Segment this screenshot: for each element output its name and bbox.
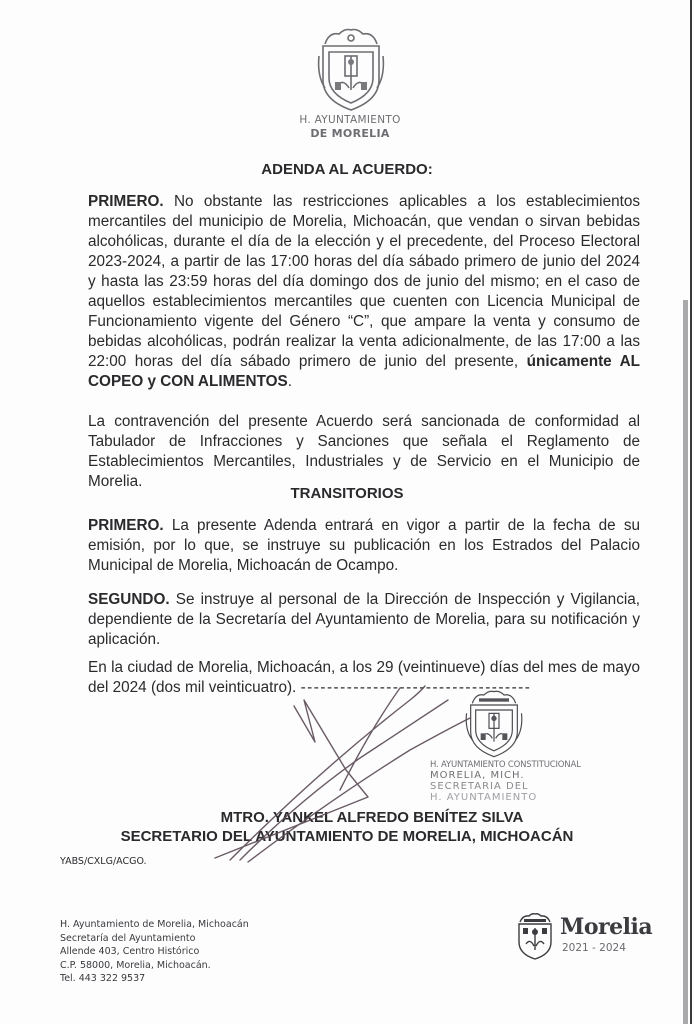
paragraph-lead: PRIMERO.: [88, 193, 164, 210]
brand-years: 2021 - 2024: [562, 942, 626, 954]
stamp-line-2: MORELIA, MICH.: [430, 770, 525, 781]
closing-text: En la ciudad de Morelia, Michoacán, a los 29 (veintinueve) días del mes de mayo del 2024 (dos mil veinticuatro).: [88, 659, 640, 696]
official-seal-icon: [462, 690, 526, 760]
paragraph-bold-text: únicamente AL COPEO y CON ALIMENTOS: [88, 353, 640, 390]
closing-paragraph: [88, 658, 640, 698]
signer-name: MTRO. YANKEL ALFREDO BENÍTEZ SILVA: [220, 809, 524, 826]
page-edge-border: [690, 0, 692, 1024]
transitorio-primero: [88, 516, 640, 576]
stamp-line-3: SECRETARIA DEL: [430, 781, 529, 792]
paragraph-contravencion: La contravención del presente Acuerdo será sancionada de conformidad al Tabulador de Infracciones y Sanciones que señala el Reglamento de Establecimientos Mercantiles, Industriales y de Servicio en el Municipio de Morelia.: [88, 413, 640, 490]
footer-address: [60, 918, 249, 986]
address-line: Secretaría del Ayuntamiento: [60, 932, 196, 944]
paragraph-text: Se instruye al personal de la Dirección de Inspección y Vigilancia, dependiente de la Secretaría del Ayuntamiento de Morelia, para su notificación y aplicación.: [88, 591, 640, 648]
closing-dashes: -----------------------------------: [300, 679, 532, 696]
address-line: C.P. 58000, Morelia, Michoacán.: [60, 959, 211, 971]
signer-block: [0, 808, 694, 846]
official-stamp: [430, 760, 600, 803]
address-line: Tel. 443 322 9537: [60, 973, 146, 985]
address-line: H. Ayuntamiento de Morelia, Michoacán: [60, 919, 249, 930]
paragraph-lead: SEGUNDO.: [88, 591, 170, 608]
signer-position: SECRETARIO DEL AYUNTAMIENTO DE MORELIA, MICHOACÁN: [120, 828, 574, 845]
paragraph-primero: [88, 192, 640, 392]
morelia-shield-icon: [514, 912, 556, 960]
stamp-line-4: H. AYUNTAMIENTO: [430, 792, 538, 803]
paragraph-period: .: [287, 373, 292, 390]
paragraph-text: No obstante las restricciones aplicables a los establecimientos mercantiles del municipio de Morelia, Michoacán, que vendan o sirvan bebidas alcohólicas, durante el día de la elección y el precedente, del Proceso Electoral 2023-2024, a partir de las 17:00 horas del día sábado primero de junio del 2024 y hasta las 23:59 horas del día domingo dos de junio del mismo; en el caso de aquellos establecimientos mercantiles que cuenten con Licencia Municipal de Funcionamiento vigente del Género “C”, que ampare la venta y consumo de bebidas alcohólicas, podrán realizar la venta adicionalmente, de las 17:00 a las 22:00 horas del día sábado primero de junio del presente,: [88, 193, 640, 370]
address-line: Allende 403, Centro Histórico: [60, 946, 200, 958]
footer-brand: [514, 912, 684, 962]
brand-name: Morelia: [560, 914, 653, 940]
logo-line-1: H. AYUNTAMIENTO: [299, 114, 401, 126]
reference-initials: YABS/CXLG/ACGO.: [60, 856, 147, 867]
paragraph-lead: PRIMERO.: [88, 517, 164, 534]
header-logo-caption: [250, 114, 450, 140]
paragraph-text: La presente Adenda entrará en vigor a partir de la fecha de su emisión, por lo que, se instruye su publicación en los Estrados del Palacio Municipal de Morelia, Michoacán de Ocampo.: [88, 517, 640, 574]
stamp-line-1: H. AYUNTAMIENTO CONSTITUCIONAL: [430, 760, 581, 770]
coat-of-arms-icon: [315, 26, 387, 114]
transitorios-heading: TRANSITORIOS: [290, 485, 404, 502]
transitorio-segundo: [88, 590, 640, 650]
logo-line-2: DE MORELIA: [310, 127, 390, 140]
document-title: ADENDA AL ACUERDO:: [261, 161, 433, 178]
